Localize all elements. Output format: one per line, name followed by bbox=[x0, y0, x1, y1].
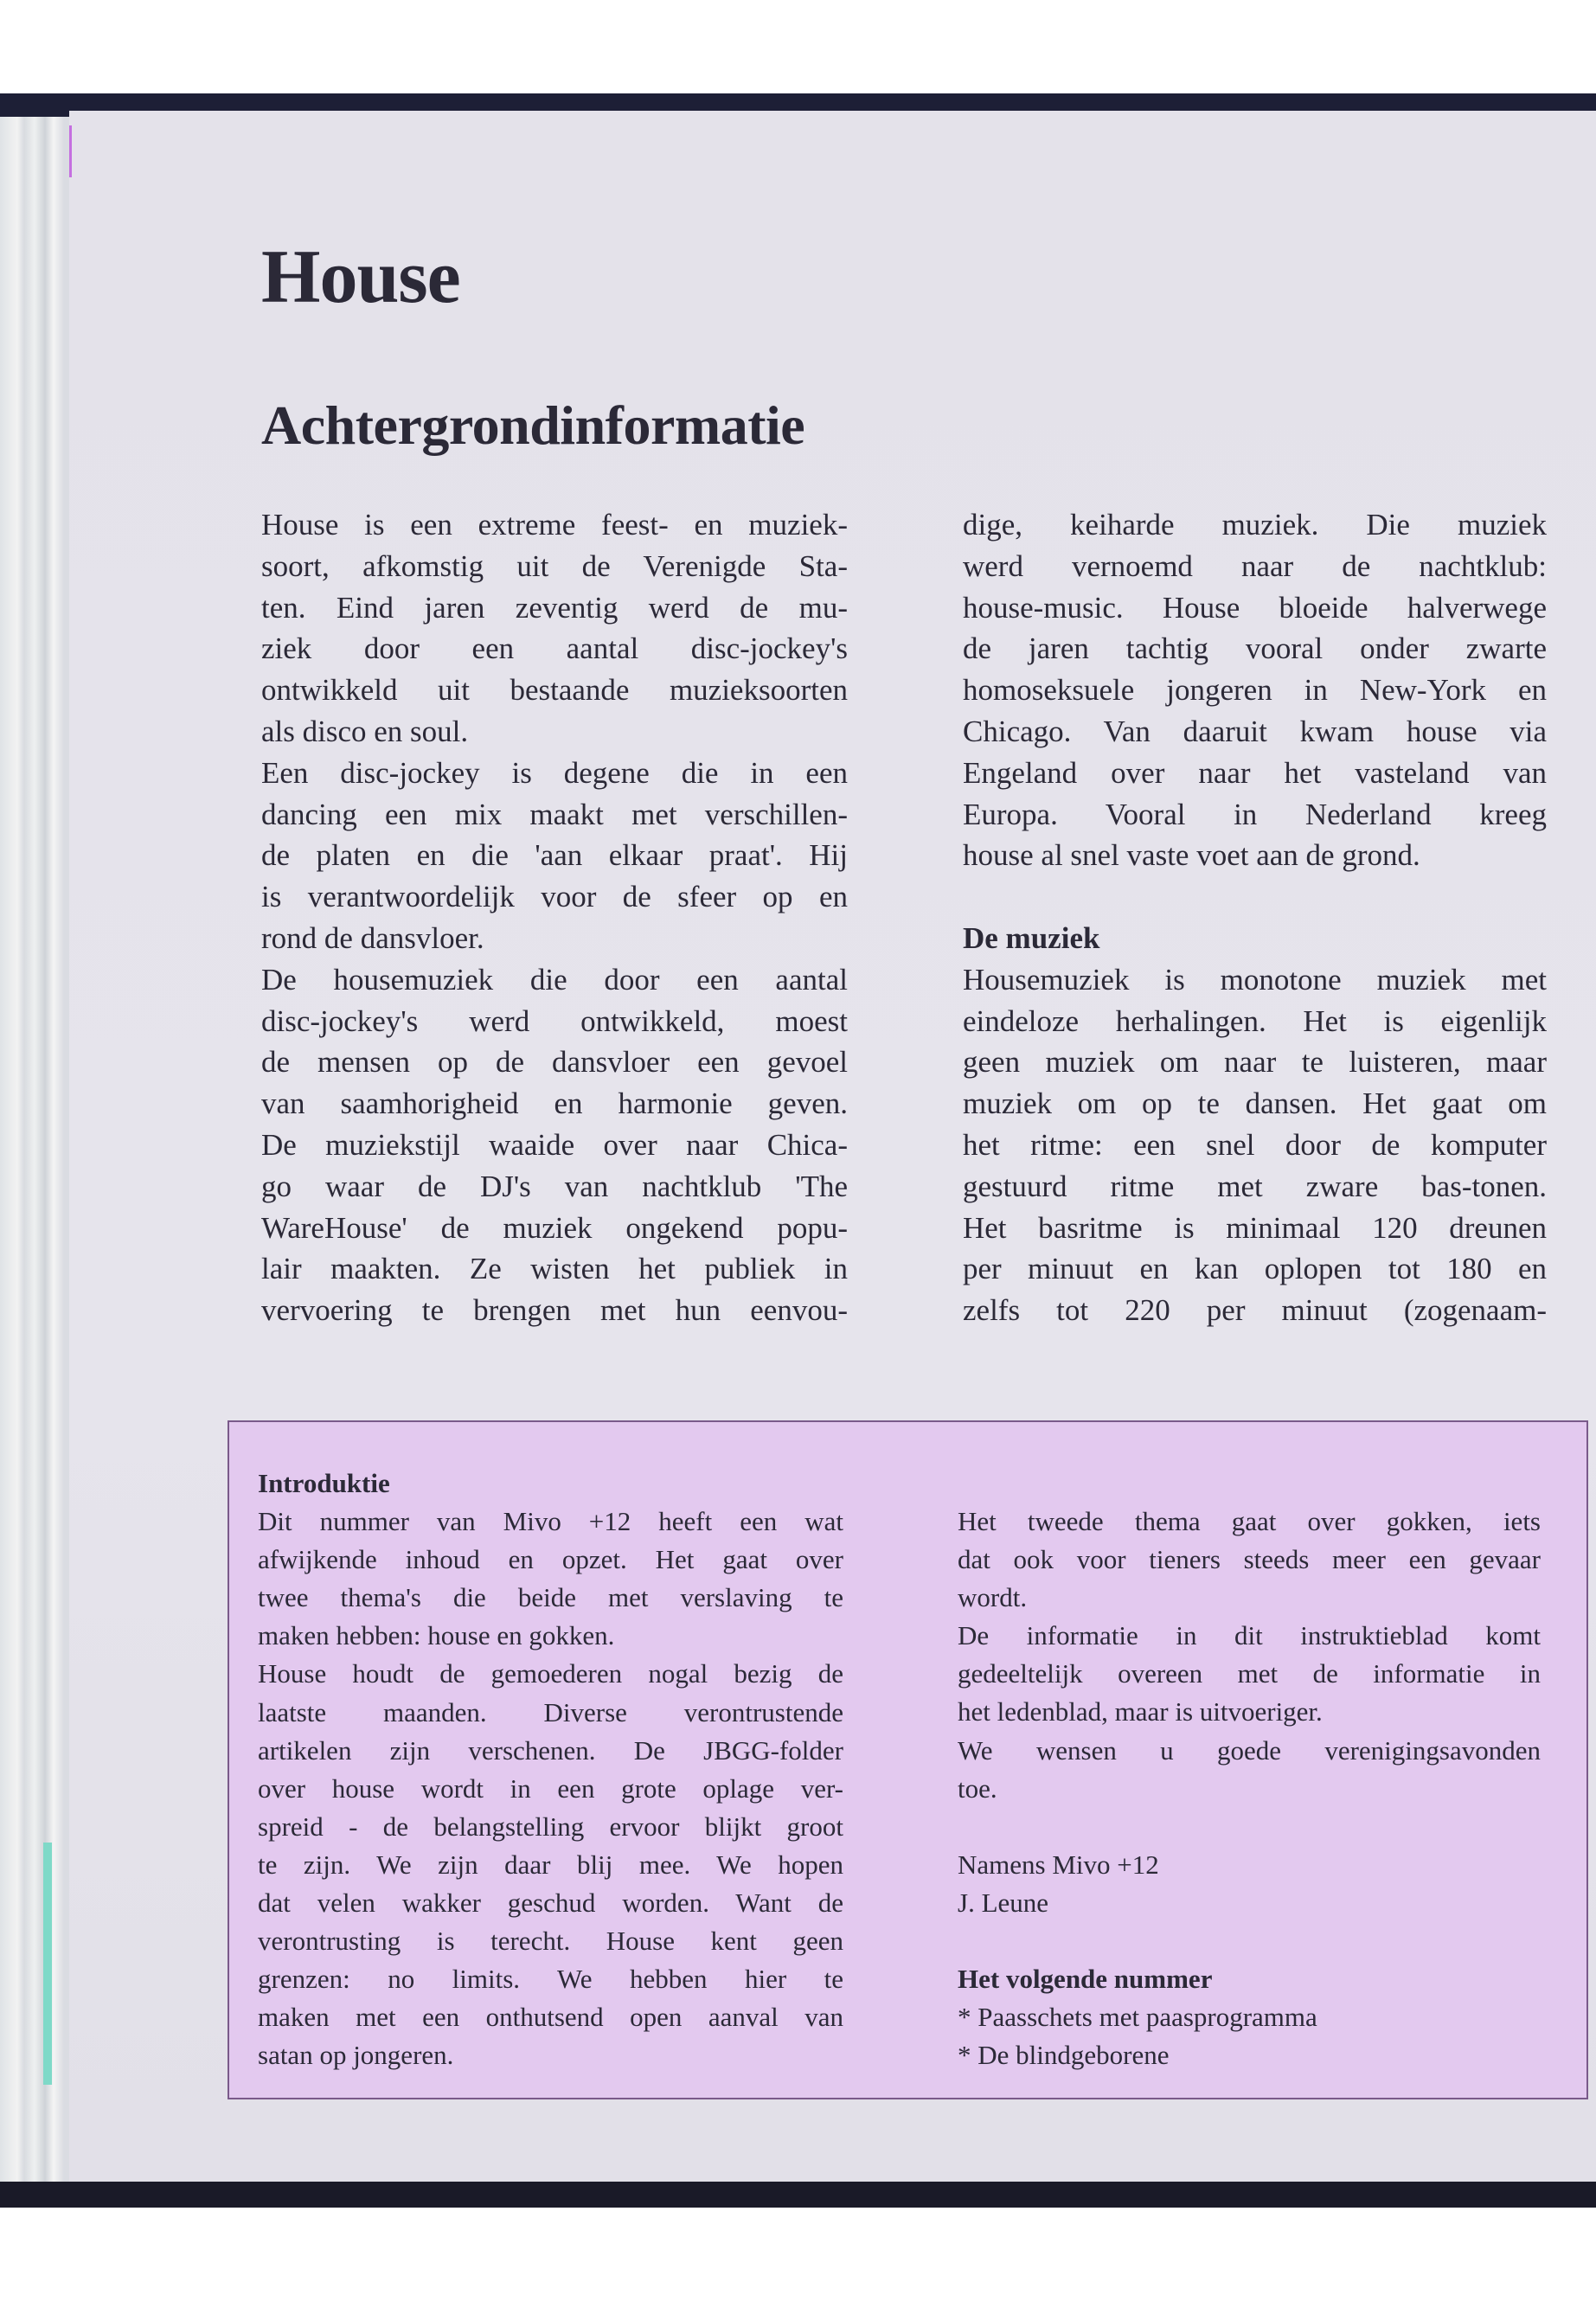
text-line: Europa. Vooral in Nederland kreeg bbox=[963, 797, 1547, 831]
text-line bbox=[958, 1922, 1541, 1960]
text-line: maken hebben: house en gokken. bbox=[258, 1620, 615, 1651]
text-line bbox=[958, 1808, 1541, 1846]
text-line: gedeeltelijk overeen met de informatie in bbox=[958, 1658, 1541, 1689]
text-line: satan op jongeren. bbox=[258, 2040, 454, 2071]
text-line: House is een extreme feest- en muziek- bbox=[261, 508, 848, 542]
text-line: maken met een onthutsend open aanval van bbox=[258, 2002, 843, 2033]
text-line: zelfs tot 220 per minuut (zogenaam- bbox=[963, 1293, 1547, 1328]
text-line: de mensen op de dansvloer een gevoel bbox=[261, 1045, 848, 1080]
text-line: dat ook voor tieners steeds meer een gevaar bbox=[958, 1544, 1541, 1575]
text-line: * Paasschets met paasprogramma bbox=[958, 2002, 1317, 2033]
article-column-left bbox=[261, 504, 848, 1331]
text-line: homoseksuele jongeren in New-York en bbox=[963, 673, 1547, 708]
text-line: Het tweede thema gaat over gokken, iets bbox=[958, 1506, 1541, 1536]
text-line: twee thema's die beide met verslaving te bbox=[258, 1582, 843, 1613]
article-column-right bbox=[963, 504, 1547, 1331]
text-line: de jaren tachtig vooral onder zwarte bbox=[963, 631, 1547, 666]
text-line: gestuurd ritme met zware bas-tonen. bbox=[963, 1169, 1547, 1203]
text-line: vervoering te brengen met hun eenvou- bbox=[261, 1293, 848, 1328]
text-line: te zijn. We zijn daar blij mee. We hopen bbox=[258, 1849, 843, 1880]
text-line: toe. bbox=[958, 1772, 997, 1804]
text-line: ten. Eind jaren zeventig werd de mu- bbox=[261, 590, 848, 625]
book-cover-bottom-edge bbox=[0, 2182, 1596, 2208]
text-line: Chicago. Van daaruit kwam house via bbox=[963, 714, 1547, 748]
text-line: Housemuziek is monotone muziek met bbox=[963, 962, 1547, 997]
text-line: * De blindgeborene bbox=[958, 2040, 1170, 2071]
text-line: dat velen wakker geschud worden. Want de bbox=[258, 1888, 843, 1919]
text-line: Namens Mivo +12 bbox=[958, 1849, 1159, 1880]
text-line: is verantwoordelijk voor de sfeer op en bbox=[261, 880, 848, 914]
text-line: per minuut en kan oplopen tot 180 en bbox=[963, 1252, 1547, 1286]
text-line: werd vernoemd naar de nachtklub: bbox=[963, 548, 1547, 583]
subheading: Introduktie bbox=[258, 1468, 390, 1498]
text-line: verontrusting is terecht. House kent geen bbox=[258, 1926, 843, 1957]
text-line: We wensen u goede verenigingsavonden bbox=[958, 1734, 1541, 1766]
text-line: Het basritme is minimaal 120 dreunen bbox=[963, 1210, 1547, 1245]
text-line: soort, afkomstig uit de Verenigde Sta- bbox=[261, 548, 848, 583]
text-line: artikelen zijn verschenen. De JBGG-folder bbox=[258, 1734, 843, 1766]
text-line: house al snel vaste voet aan de grond. bbox=[963, 838, 1420, 873]
text-line: Dit nummer van Mivo +12 heeft een wat bbox=[258, 1506, 843, 1537]
text-line: de platen en die 'aan elkaar praat'. Hij bbox=[261, 838, 848, 873]
text-line: het ritme: een snel door de komputer bbox=[963, 1127, 1547, 1162]
section-heading: Achtergrondinformatie bbox=[261, 394, 805, 456]
text-line: spreid - de belangstelling ervoor blijkt groot bbox=[258, 1811, 843, 1842]
text-line: ziek door een aantal disc-jockey's bbox=[261, 631, 848, 666]
text-line: dige, keiharde muziek. Die muziek bbox=[963, 508, 1547, 542]
text-line: De housemuziek die door een aantal bbox=[261, 962, 848, 997]
text-line: van saamhorigheid en harmonie geven. bbox=[261, 1086, 848, 1121]
text-line: Engeland over naar het vasteland van bbox=[963, 755, 1547, 790]
text-line: rond de dansvloer. bbox=[261, 920, 484, 955]
text-line: geen muziek om naar te luisteren, maar bbox=[963, 1045, 1547, 1080]
page-title: House bbox=[261, 235, 460, 319]
text-line: muziek om op te dansen. Het gaat om bbox=[963, 1086, 1547, 1121]
text-line: over house wordt in een grote oplage ver- bbox=[258, 1772, 843, 1804]
text-line: als disco en soul. bbox=[261, 714, 469, 748]
text-line: laatste maanden. Diverse verontrustende bbox=[258, 1696, 843, 1727]
intro-column-right bbox=[958, 1503, 1541, 2074]
text-line: De muziekstijl waaide over naar Chica- bbox=[261, 1127, 848, 1162]
text-line: go waar de DJ's van nachtklub 'The bbox=[261, 1169, 848, 1203]
text-line: WareHouse' de muziek ongekend popu- bbox=[261, 1210, 848, 1245]
text-line: eindeloze herhalingen. Het is eigenlijk bbox=[963, 1003, 1547, 1038]
subheading: Het volgende nummer bbox=[958, 1964, 1213, 1995]
text-line: J. Leune bbox=[958, 1887, 1049, 1918]
text-line: dancing een mix maakt met verschillen- bbox=[261, 797, 848, 831]
page-tab-marker bbox=[43, 1843, 52, 2085]
text-line bbox=[963, 876, 1547, 918]
intro-column-left bbox=[258, 1465, 843, 2075]
stacked-page-edges bbox=[0, 117, 69, 2193]
text-line: disc-jockey's werd ontwikkeld, moest bbox=[261, 1003, 848, 1038]
text-line: De informatie in dit instruktieblad komt bbox=[958, 1620, 1541, 1651]
subheading: De muziek bbox=[963, 920, 1100, 955]
text-line: grenzen: no limits. We hebben hier te bbox=[258, 1964, 843, 1995]
text-line: house-music. House bloeide halverwege bbox=[963, 590, 1547, 625]
text-line: wordt. bbox=[958, 1582, 1028, 1613]
text-line: Een disc-jockey is degene die in een bbox=[261, 755, 848, 790]
text-line: afwijkende inhoud en opzet. Het gaat over bbox=[258, 1544, 843, 1575]
text-line: het ledenblad, maar is uitvoeriger. bbox=[958, 1696, 1323, 1727]
page-edge-accent bbox=[69, 125, 72, 177]
text-line: lair maakten. Ze wisten het publiek in bbox=[261, 1252, 848, 1286]
text-line: ontwikkeld uit bestaande muzieksoorten bbox=[261, 673, 848, 708]
text-line: House houdt de gemoederen nogal bezig de bbox=[258, 1658, 843, 1689]
